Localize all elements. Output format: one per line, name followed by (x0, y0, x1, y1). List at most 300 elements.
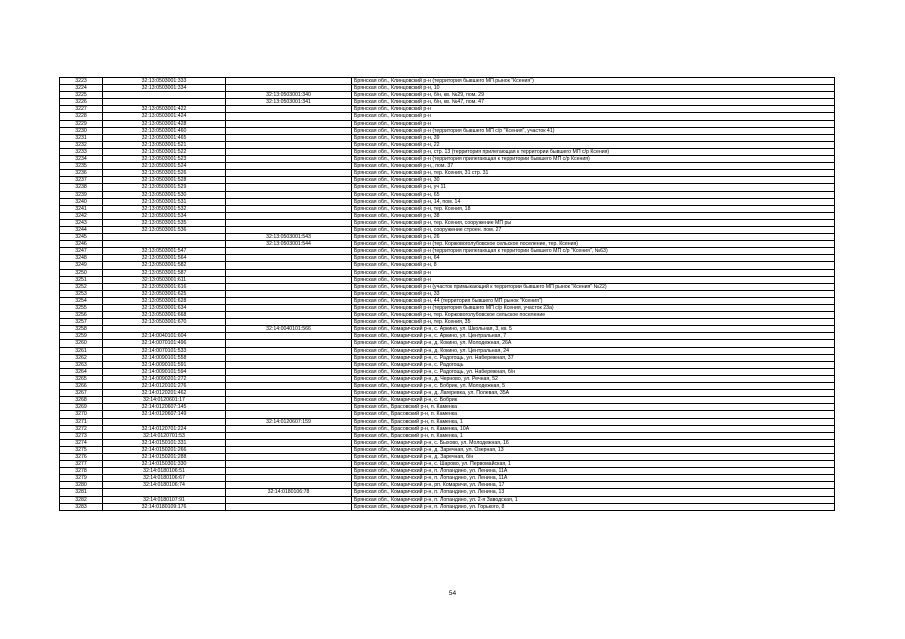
address-cell: Брянская обл., Брасовский р-н, п. Каменка, 10А (352, 425, 835, 432)
cadastral-number-alt-cell (226, 439, 352, 446)
row-number-cell: 3230 (60, 127, 103, 134)
row-number-cell: 3273 (60, 432, 103, 439)
table-row (60, 326, 835, 333)
row-number-cell: 3266 (60, 383, 103, 390)
address-cell: Брянская обл., Клинцовский р-н (352, 276, 835, 283)
table-row (60, 248, 835, 255)
address-cell: Брянская обл., Клинцовский р-н, сооружение строен. пом. 27 (352, 226, 835, 233)
cadastral-number-cell (103, 92, 226, 99)
cadastral-number-alt-cell (226, 290, 352, 297)
cadastral-number-alt-cell (226, 262, 352, 269)
cadastral-number-alt-cell (226, 475, 352, 482)
table-row (60, 312, 835, 319)
cadastral-number-alt-cell (226, 453, 352, 460)
registry-table-container (59, 77, 835, 511)
cadastral-number-alt-cell (226, 106, 352, 113)
table-row (60, 390, 835, 397)
cadastral-number-alt-cell: 32:13:0503001:543 (226, 234, 352, 241)
address-cell: Брянская обл., Комаричский р-н, п. Лопандино, ул. Ленина, 11А (352, 475, 835, 482)
cadastral-number-alt-cell (226, 411, 352, 418)
cadastral-number-alt-cell (226, 170, 352, 177)
address-cell: Брянская обл., Брасовский р-н, п. Каменка (352, 404, 835, 411)
row-number-cell: 3227 (60, 106, 103, 113)
cadastral-number-cell: 32:13:0503001:465 (103, 134, 226, 141)
table-row (60, 92, 835, 99)
address-cell: Брянская обл., Клинцовский р-н, 26 (352, 234, 835, 241)
row-number-cell: 3244 (60, 226, 103, 233)
cadastral-number-alt-cell (226, 269, 352, 276)
address-cell: Брянская обл., Клинцовский р-н, 8 (352, 262, 835, 269)
address-cell: Брянская обл., Клинцовский р-н, 64 (352, 255, 835, 262)
cadastral-number-alt-cell (226, 368, 352, 375)
address-cell: Брянская обл., Клинцовский р-н, стр. 13 (территория прилегающая к территории бывшего МП с/р Ксения) (352, 148, 835, 155)
cadastral-number-cell: 32:13:0503001:522 (103, 148, 226, 155)
cadastral-number-alt-cell (226, 312, 352, 319)
cadastral-number-cell: 32:13:0503001:424 (103, 113, 226, 120)
cadastral-number-cell (103, 326, 226, 333)
address-cell: Брянская обл., Клинцовский р-н, б/н, кв. №47, пом. 47 (352, 99, 835, 106)
table-row (60, 184, 835, 191)
row-number-cell: 3249 (60, 262, 103, 269)
cadastral-number-cell: 32:13:0503001:535 (103, 219, 226, 226)
row-number-cell: 3267 (60, 390, 103, 397)
cadastral-number-alt-cell: 32:13:0503001:340 (226, 92, 352, 99)
address-cell: Брянская обл., Комаричский р-н, с. Радогощь, ул. Набережная, 37 (352, 354, 835, 361)
address-cell: Брянская обл., Брасовский р-н, п. Каменка, 1 (352, 432, 835, 439)
table-row (60, 418, 835, 425)
cadastral-number-alt-cell (226, 347, 352, 354)
row-number-cell: 3248 (60, 255, 103, 262)
address-cell: Брянская обл., Клинцовский р-н (352, 120, 835, 127)
cadastral-number-cell: 32:14:0180106:51 (103, 468, 226, 475)
address-cell: Брянская обл., Клинцовский р-н, тер. Ксения, 35 (352, 319, 835, 326)
cadastral-number-cell: 32:14:0120607:149 (103, 411, 226, 418)
cadastral-number-cell: 32:14:0040101:604 (103, 333, 226, 340)
row-number-cell: 3263 (60, 361, 103, 368)
row-number-cell: 3228 (60, 113, 103, 120)
row-number-cell: 3250 (60, 269, 103, 276)
cadastral-number-cell: 32:13:0503001:333 (103, 78, 226, 85)
table-row (60, 404, 835, 411)
cadastral-number-cell: 32:14:0120701:224 (103, 425, 226, 432)
cadastral-number-alt-cell (226, 283, 352, 290)
row-number-cell: 3256 (60, 312, 103, 319)
address-cell: Брянская обл., Комаричский р-н, п. Лопандино, ул. Ленина, 13 (352, 489, 835, 496)
cadastral-number-cell: 32:14:0180106:74 (103, 482, 226, 489)
cadastral-number-alt-cell (226, 134, 352, 141)
table-row (60, 141, 835, 148)
table-row (60, 148, 835, 155)
table-row (60, 468, 835, 475)
cadastral-number-cell: 32:13:0503001:547 (103, 248, 226, 255)
table-row (60, 177, 835, 184)
row-number-cell: 3276 (60, 453, 103, 460)
table-row (60, 205, 835, 212)
row-number-cell: 3265 (60, 375, 103, 382)
address-cell: Брянская обл., Клинцовский р-н (территория прилегающая к территории бывшего МП с/р "Ксения", №63) (352, 248, 835, 255)
row-number-cell: 3270 (60, 411, 103, 418)
cadastral-number-alt-cell (226, 255, 352, 262)
table-row (60, 127, 835, 134)
cadastral-number-alt-cell (226, 397, 352, 404)
address-cell: Брянская обл., Клинцовский р-н (352, 106, 835, 113)
row-number-cell: 3258 (60, 326, 103, 333)
cadastral-number-cell: 32:13:0503001:628 (103, 297, 226, 304)
address-cell: Брянская обл., Комаричский р-н, д. Заречная, ул. Озерная, 13 (352, 446, 835, 453)
cadastral-number-alt-cell (226, 354, 352, 361)
address-cell: Брянская обл., Клинцовский р-н, тер. Ксения, 18 (352, 205, 835, 212)
cadastral-number-alt-cell (226, 163, 352, 170)
table-row (60, 290, 835, 297)
address-cell: Брянская обл., Клинцовский р-н, 33 (352, 290, 835, 297)
cadastral-number-cell: 32:13:0503001:523 (103, 156, 226, 163)
cadastral-number-cell: 32:13:0503001:625 (103, 290, 226, 297)
cadastral-number-cell: 32:14:0180109:176 (103, 503, 226, 510)
cadastral-number-alt-cell (226, 361, 352, 368)
table-row (60, 475, 835, 482)
table-row (60, 432, 835, 439)
row-number-cell: 3259 (60, 333, 103, 340)
address-cell: Брянская обл., Клинцовский р-н (территория бывшего МП с/р Ксения, участок 23а) (352, 305, 835, 312)
address-cell: Брянская обл., Комаричский р-н, с. Аркино, ул. Центральная, 7 (352, 333, 835, 340)
cadastral-number-cell: 32:13:0503001:428 (103, 120, 226, 127)
cadastral-number-cell: 32:13:0503001:528 (103, 177, 226, 184)
cadastral-number-alt-cell (226, 156, 352, 163)
table-row (60, 219, 835, 226)
row-number-cell: 3224 (60, 85, 103, 92)
table-row (60, 461, 835, 468)
address-cell: Брянская обл., Комаричский р-н, д. Черново, ул. Речная, 52 (352, 375, 835, 382)
row-number-cell: 3271 (60, 418, 103, 425)
row-number-cell: 3233 (60, 148, 103, 155)
cadastral-number-cell: 32:14:0150301:330 (103, 461, 226, 468)
registry-table (59, 77, 835, 511)
row-number-cell: 3277 (60, 461, 103, 468)
table-row (60, 354, 835, 361)
table-row (60, 489, 835, 496)
address-cell: Брянская обл., Клинцовский р-н (участок примыкающий к территории бывшего МП рынок "Ксения" №22) (352, 283, 835, 290)
row-number-cell: 3268 (60, 397, 103, 404)
cadastral-number-cell: 32:13:0503001:582 (103, 262, 226, 269)
address-cell: Брянская обл., Клинцовский р-н, тер. Ксения, 31 стр. 31 (352, 170, 835, 177)
cadastral-number-alt-cell (226, 333, 352, 340)
cadastral-number-cell (103, 418, 226, 425)
address-cell: Брянская обл., Клинцовский р-н (территория бывшего МП рынок "Ксения") (352, 78, 835, 85)
row-number-cell: 3237 (60, 177, 103, 184)
cadastral-number-alt-cell: 32:14:0180106:78 (226, 489, 352, 496)
address-cell: Брянская обл., Клинцовский р-н (территория прилегающая к территории бывшего МП с/р Ксения) (352, 156, 835, 163)
cadastral-number-cell: 32:13:0503001:524 (103, 163, 226, 170)
cadastral-number-alt-cell (226, 184, 352, 191)
row-number-cell: 3239 (60, 191, 103, 198)
row-number-cell: 3252 (60, 283, 103, 290)
cadastral-number-cell (103, 241, 226, 248)
table-row (60, 439, 835, 446)
row-number-cell: 3283 (60, 503, 103, 510)
table-row (60, 503, 835, 510)
cadastral-number-cell: 32:14:0150201:288 (103, 453, 226, 460)
address-cell: Брянская обл., Комаричский р-н, д. Заречная, б/н (352, 453, 835, 460)
cadastral-number-alt-cell (226, 305, 352, 312)
row-number-cell: 3247 (60, 248, 103, 255)
cadastral-number-cell: 32:13:0503001:536 (103, 226, 226, 233)
address-cell: Брянская обл., Клинцовский р-н, б/н, кв. №29, пом. 29 (352, 92, 835, 99)
table-row (60, 383, 835, 390)
address-cell: Брянская обл., Клинцовский р-н, уч 11 (352, 184, 835, 191)
table-row (60, 191, 835, 198)
table-row (60, 276, 835, 283)
cadastral-number-alt-cell (226, 177, 352, 184)
address-cell: Брянская обл., Комаричский р-н, с. Радогощь (352, 361, 835, 368)
row-number-cell: 3225 (60, 92, 103, 99)
cadastral-number-cell: 32:13:0503001:521 (103, 141, 226, 148)
cadastral-number-alt-cell (226, 198, 352, 205)
cadastral-number-cell: 32:14:0150101:331 (103, 439, 226, 446)
table-row (60, 226, 835, 233)
row-number-cell: 3231 (60, 134, 103, 141)
cadastral-number-alt-cell (226, 383, 352, 390)
table-row (60, 269, 835, 276)
table-row (60, 319, 835, 326)
cadastral-number-alt-cell (226, 404, 352, 411)
cadastral-number-alt-cell: 32:14:0040101:566 (226, 326, 352, 333)
row-number-cell: 3232 (60, 141, 103, 148)
row-number-cell: 3274 (60, 439, 103, 446)
row-number-cell: 3280 (60, 482, 103, 489)
address-cell: Брянская обл., Комаричский р-н, с. Быхово, ул. Молодежная, 16 (352, 439, 835, 446)
address-cell: Брянская обл., Комаричский р-н, д. Кокино, ул. Центральная, 24 (352, 347, 835, 354)
cadastral-number-cell: 32:14:0090101:591 (103, 361, 226, 368)
cadastral-number-alt-cell (226, 248, 352, 255)
address-cell: Брянская обл., Комаричский р-н, п. Лопандино, ул. Ленина, 11А (352, 468, 835, 475)
cadastral-number-cell: 32:13:0503001:530 (103, 191, 226, 198)
row-number-cell: 3245 (60, 234, 103, 241)
row-number-cell: 3269 (60, 404, 103, 411)
table-row (60, 212, 835, 219)
table-row (60, 368, 835, 375)
cadastral-number-cell: 32:13:0503001:634 (103, 305, 226, 312)
cadastral-number-alt-cell (226, 468, 352, 475)
cadastral-number-alt-cell (226, 127, 352, 134)
cadastral-number-alt-cell (226, 319, 352, 326)
cadastral-number-cell: 32:13:0503001:616 (103, 283, 226, 290)
cadastral-number-alt-cell (226, 446, 352, 453)
cadastral-number-cell: 32:14:0150201:266 (103, 446, 226, 453)
row-number-cell: 3257 (60, 319, 103, 326)
table-row (60, 170, 835, 177)
table-row (60, 425, 835, 432)
address-cell: Брянская обл., Клинцовский р-н (352, 113, 835, 120)
address-cell: Брянская обл., Клинцовский р-н, 38 (352, 212, 835, 219)
cadastral-number-cell: 32:13:0503001:526 (103, 170, 226, 177)
address-cell: Брянская обл., Комаричский р-н, п. Лопандино, ул. Горького, 8 (352, 503, 835, 510)
address-cell: Брянская обл., Клинцовский р-н (территория бывшего МП с/р "Ксения", участок 41) (352, 127, 835, 134)
row-number-cell: 3238 (60, 184, 103, 191)
cadastral-number-cell: 32:13:0503001:534 (103, 212, 226, 219)
table-row (60, 375, 835, 382)
address-cell: Брянская обл., Клинцовский р-н, 65 (352, 191, 835, 198)
table-row (60, 85, 835, 92)
row-number-cell: 3240 (60, 198, 103, 205)
row-number-cell: 3279 (60, 475, 103, 482)
address-cell: Брянская обл., Брасовский р-н, п. Каменка (352, 411, 835, 418)
cadastral-number-cell: 32:14:0070101:496 (103, 340, 226, 347)
address-cell: Брянская обл., Клинцовский р-н, 10 (352, 85, 835, 92)
address-cell: Брянская обл., Комаричский р-н, с. Бобрик (352, 397, 835, 404)
row-number-cell: 3255 (60, 305, 103, 312)
cadastral-number-cell: 32:13:0503001:670 (103, 319, 226, 326)
cadastral-number-alt-cell (226, 461, 352, 468)
row-number-cell: 3275 (60, 446, 103, 453)
row-number-cell: 3242 (60, 212, 103, 219)
row-number-cell: 3278 (60, 468, 103, 475)
cadastral-number-cell: 32:14:0090101:594 (103, 368, 226, 375)
table-row (60, 411, 835, 418)
cadastral-number-cell (103, 489, 226, 496)
cadastral-number-alt-cell (226, 496, 352, 503)
table-row (60, 453, 835, 460)
cadastral-number-cell: 32:13:0503001:334 (103, 85, 226, 92)
table-row (60, 156, 835, 163)
cadastral-number-cell: 32:14:0180106:67 (103, 475, 226, 482)
cadastral-number-cell: 32:13:0503001:564 (103, 255, 226, 262)
row-number-cell: 3261 (60, 347, 103, 354)
cadastral-number-alt-cell (226, 148, 352, 155)
row-number-cell: 3226 (60, 99, 103, 106)
address-cell: Брянская обл., Клинцовский р-н (тер. Коржовоголубовское сельское поселение, тер. Ксения) (352, 241, 835, 248)
cadastral-number-alt-cell (226, 212, 352, 219)
cadastral-number-cell: 32:14:0070101:533 (103, 347, 226, 354)
cadastral-number-cell: 32:13:0503001:422 (103, 106, 226, 113)
cadastral-number-alt-cell (226, 78, 352, 85)
cadastral-number-alt-cell (226, 432, 352, 439)
address-cell: Брянская обл., Комаричский р-н, с. Радогощь, ул. Набережная, б/н (352, 368, 835, 375)
row-number-cell: 3272 (60, 425, 103, 432)
address-cell: Брянская обл., Клинцовский р-н,, пом. 37 (352, 163, 835, 170)
cadastral-number-alt-cell (226, 219, 352, 226)
row-number-cell: 3253 (60, 290, 103, 297)
table-row (60, 262, 835, 269)
table-row (60, 99, 835, 106)
table-row (60, 347, 835, 354)
row-number-cell: 3260 (60, 340, 103, 347)
table-row (60, 255, 835, 262)
row-number-cell: 3243 (60, 219, 103, 226)
cadastral-number-alt-cell (226, 482, 352, 489)
address-cell: Брянская обл., Брасовский р-н, п. Каменка, 1 (352, 418, 835, 425)
row-number-cell: 3262 (60, 354, 103, 361)
cadastral-number-alt-cell: 32:13:0503001:544 (226, 241, 352, 248)
cadastral-number-cell: 32:13:0503001:532 (103, 205, 226, 212)
row-number-cell: 3282 (60, 496, 103, 503)
cadastral-number-alt-cell: 32:14:0120607:159 (226, 418, 352, 425)
table-row (60, 134, 835, 141)
cadastral-number-cell: 32:14:0090201:272 (103, 375, 226, 382)
cadastral-number-alt-cell (226, 85, 352, 92)
cadastral-number-alt-cell: 32:13:0503001:341 (226, 99, 352, 106)
table-row (60, 283, 835, 290)
table-row (60, 446, 835, 453)
address-cell: Брянская обл., Клинцовский р-н, 44 (территория бывшего МП рынок "Ксения") (352, 297, 835, 304)
row-number-cell: 3229 (60, 120, 103, 127)
cadastral-number-alt-cell (226, 205, 352, 212)
table-row (60, 361, 835, 368)
cadastral-number-alt-cell (226, 390, 352, 397)
address-cell: Брянская обл., Клинцовский р-н, 39 (352, 134, 835, 141)
table-row (60, 120, 835, 127)
cadastral-number-cell: 32:13:0503001:460 (103, 127, 226, 134)
table-row (60, 106, 835, 113)
cadastral-number-alt-cell (226, 375, 352, 382)
cadastral-number-cell: 32:13:0503001:611 (103, 276, 226, 283)
cadastral-number-cell (103, 99, 226, 106)
table-row (60, 297, 835, 304)
row-number-cell: 3223 (60, 78, 103, 85)
cadastral-number-cell: 32:14:0120601:17 (103, 397, 226, 404)
table-row (60, 305, 835, 312)
cadastral-number-alt-cell (226, 120, 352, 127)
table-row (60, 113, 835, 120)
cadastral-number-cell: 32:13:0503001:531 (103, 198, 226, 205)
cadastral-number-alt-cell (226, 503, 352, 510)
address-cell: Брянская обл., Клинцовский р-н, 14, пом. 14 (352, 198, 835, 205)
table-row (60, 340, 835, 347)
table-row (60, 78, 835, 85)
address-cell: Брянская обл., Комаричский р-н, с. Аркино, ул. Школьная, 3, кв. 5 (352, 326, 835, 333)
table-row (60, 234, 835, 241)
address-cell: Брянская обл., Комаричский р-н, с. Бобрик, ул. Молодежная, 5 (352, 383, 835, 390)
address-cell: Брянская обл., Клинцовский р-н, 30 (352, 177, 835, 184)
cadastral-number-alt-cell (226, 297, 352, 304)
cadastral-number-cell: 32:13:0503001:587 (103, 269, 226, 276)
cadastral-number-alt-cell (226, 191, 352, 198)
row-number-cell: 3234 (60, 156, 103, 163)
table-row (60, 198, 835, 205)
cadastral-number-cell (103, 234, 226, 241)
cadastral-number-alt-cell (226, 226, 352, 233)
cadastral-number-cell: 32:14:0090101:558 (103, 354, 226, 361)
cadastral-number-cell: 32:14:0120607:145 (103, 404, 226, 411)
cadastral-number-alt-cell (226, 113, 352, 120)
row-number-cell: 3236 (60, 170, 103, 177)
row-number-cell: 3241 (60, 205, 103, 212)
registry-table-body (60, 78, 835, 511)
page-number: 54 (448, 590, 457, 597)
table-row (60, 241, 835, 248)
address-cell: Брянская обл., Клинцовский р-н, 22 (352, 141, 835, 148)
address-cell: Брянская обл., Комаричский р-н, п. Лопандино, ул. 2-я Заводская, 1 (352, 496, 835, 503)
cadastral-number-cell: 32:14:0120101:276 (103, 383, 226, 390)
row-number-cell: 3246 (60, 241, 103, 248)
address-cell: Брянская обл., Клинцовский р-н, тер. Ксения, сооружение МП ры (352, 219, 835, 226)
row-number-cell: 3281 (60, 489, 103, 496)
cadastral-number-alt-cell (226, 340, 352, 347)
cadastral-number-alt-cell (226, 425, 352, 432)
cadastral-number-alt-cell (226, 141, 352, 148)
cadastral-number-cell: 32:13:0503001:668 (103, 312, 226, 319)
cadastral-number-cell: 32:14:0120701:53 (103, 432, 226, 439)
cadastral-number-cell: 32:14:0180107:91 (103, 496, 226, 503)
row-number-cell: 3235 (60, 163, 103, 170)
address-cell: Брянская обл., Комаричский р-н, с. Шарово, ул. Первомайская, 1 (352, 461, 835, 468)
address-cell: Брянская обл., Комаричский р-н, рп. Комаричи, ул. Ленина, 17 (352, 482, 835, 489)
table-row (60, 163, 835, 170)
address-cell: Брянская обл., Клинцовский р-н, тер. Коржовоголубовское сельское поселение (352, 312, 835, 319)
row-number-cell: 3254 (60, 297, 103, 304)
table-row (60, 496, 835, 503)
table-row (60, 482, 835, 489)
address-cell: Брянская обл., Клинцовский р-н (352, 269, 835, 276)
